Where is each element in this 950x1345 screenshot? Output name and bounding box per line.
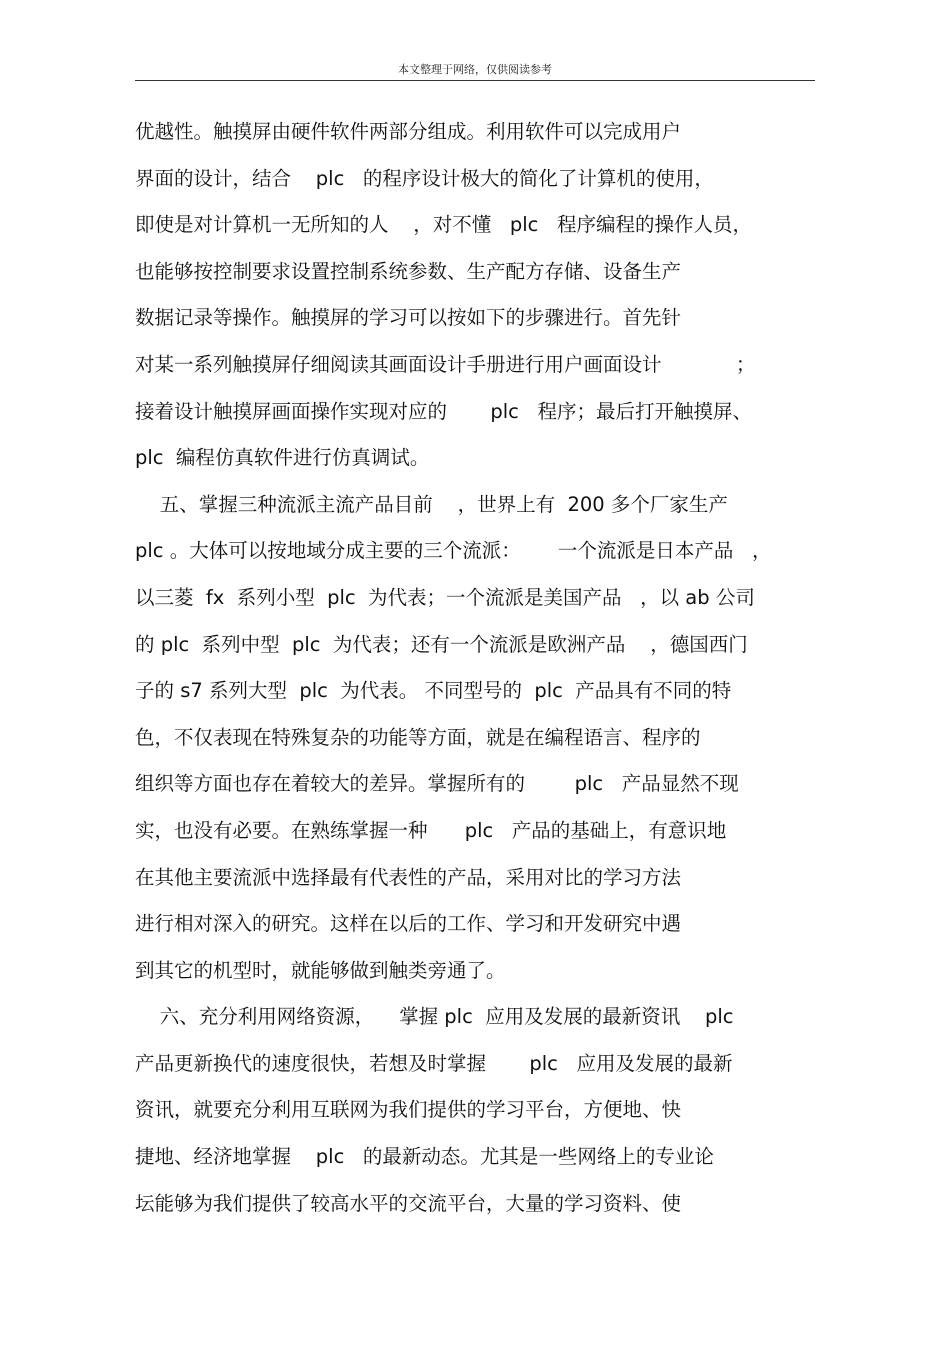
text-line: 五、掌握三种流派主流产品目前 ，世界上有 200 多个厂家生产 [135, 492, 728, 516]
header-text: 本文整理于网络，仅供阅读参考 [398, 63, 552, 76]
text-line: 即使是对计算机一无所知的人 ，对不懂 plc 程序编程的操作人员， [135, 213, 753, 237]
text-line: 产品更新换代的速度很快，若想及时掌握 plc 应用及发展的最新 [135, 1051, 733, 1075]
text-line: 界面的设计，结合 plc 的程序设计极大的简化了计算机的使用， [135, 166, 714, 190]
text-line: 优越性。触摸屏由硬件软件两部分组成。利用软件可以完成用户 [135, 120, 682, 143]
text-line: 捷地、经济地掌握 plc 的最新动态。尤其是一些网络上的专业论 [135, 1145, 714, 1169]
text-line: 也能够按控制要求设置控制系统参数、生产配方存储、设备生产 [135, 259, 682, 283]
text-line: 资讯，就要充分利用互联网为我们提供的学习平台，方便地、快 [135, 1098, 682, 1122]
text-line: 数据记录等操作。触摸屏的学习可以按如下的步骤进行。首先针 [135, 306, 682, 330]
text-line: 的 plc 系列中型 plc 为代表；还有一个流派是欧洲产品 ，德国西门 [135, 632, 748, 656]
text-line: 六、充分利用网络资源， 掌握 plc 应用及发展的最新资讯 plc [135, 1005, 734, 1029]
text-line: plc 编程仿真软件进行仿真调试。 [135, 446, 430, 470]
text-line: 色，不仅表现在特殊复杂的功能等方面，就是在编程语言、程序的 [135, 725, 701, 749]
text-line: 进行相对深入的研究。这样在以后的工作、学习和开发研究中遇 [135, 912, 682, 936]
text-line: 到其它的机型时，就能够做到触类旁通了。 [135, 958, 506, 982]
text-line: 接着设计触摸屏画面操作实现对应的 plc 程序；最后打开触摸屏、 [135, 399, 753, 423]
text-line: 组织等方面也存在着较大的差异。掌握所有的 plc 产品显然不现 [135, 772, 739, 796]
text-line: 坛能够为我们提供了较高水平的交流平台，大量的学习资料、使 [135, 1191, 682, 1215]
text-line: 实，也没有必要。在熟练掌握一种 plc 产品的基础上，有意识地 [135, 818, 727, 842]
page-header [135, 58, 815, 81]
body-text [135, 109, 825, 1227]
text-line: 以三菱 fx 系列小型 plc 为代表；一个流派是美国产品 ，以 ab 公司 [135, 585, 755, 609]
text-line: plc 。大体可以按地域分成主要的三个流派： 一个流派是日本产品 ， [135, 539, 772, 563]
text-line: 对某一系列触摸屏仔细阅读其画面设计手册进行用户画面设计 ； [135, 352, 756, 376]
text-line: 子的 s7 系列大型 plc 为代表。 不同型号的 plc 产品具有不同的特 [135, 679, 732, 703]
text-line: 在其他主要流派中选择最有代表性的产品，采用对比的学习方法 [135, 865, 682, 889]
